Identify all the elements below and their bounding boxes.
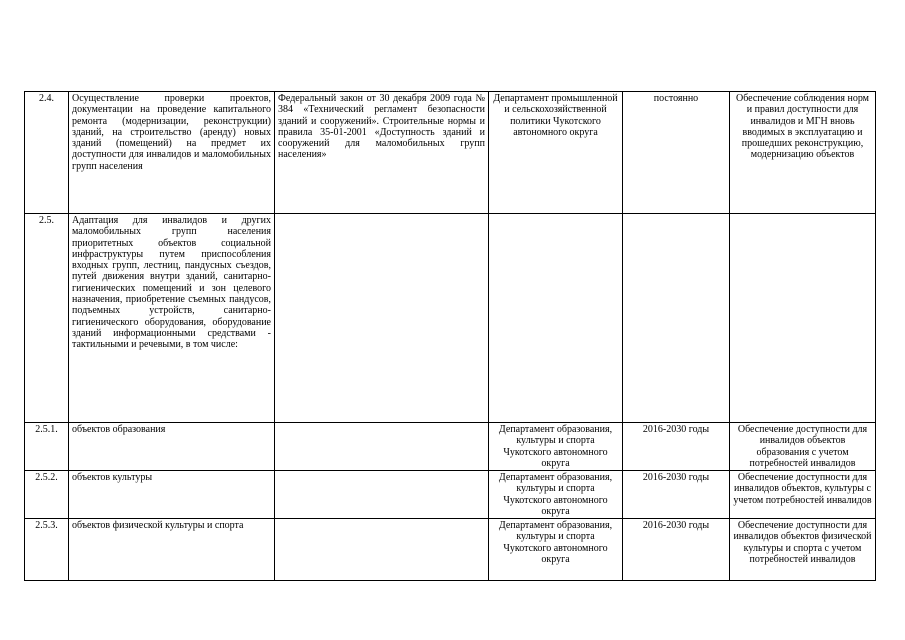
- execution-term: 2016-2030 годы: [623, 519, 730, 581]
- responsible-department: Департамент промышленной и сельскохозяйственной политики Чукотского автономного округа: [489, 92, 623, 214]
- execution-term: 2016-2030 годы: [623, 471, 730, 519]
- row-number: 2.5.1.: [25, 423, 69, 471]
- measure-name: объектов физической культуры и спорта: [69, 519, 275, 581]
- execution-term: 2016-2030 годы: [623, 423, 730, 471]
- expected-result: [730, 214, 876, 423]
- responsible-department: Департамент образования, культуры и спорта Чукотского автономного округа: [489, 471, 623, 519]
- execution-term: [623, 214, 730, 423]
- table-row: [25, 423, 876, 471]
- execution-term: постоянно: [623, 92, 730, 214]
- row-number: 2.5.3.: [25, 519, 69, 581]
- expected-result: Обеспечение доступности для инвалидов объектов, культуры с учетом потребностей инвалидов: [730, 471, 876, 519]
- table-row: [25, 92, 876, 214]
- measure-name: объектов культуры: [69, 471, 275, 519]
- table-row: [25, 214, 876, 423]
- legal-basis: Федеральный закон от 30 декабря 2009 года № 384 «Технический регламент безопасности зданий и сооружений». Строительные нормы и правила 35-01-2001 «Доступность зданий и сооружений для маломобильных групп населения»: [275, 92, 489, 214]
- measures-table: [24, 91, 876, 581]
- table-row: [25, 519, 876, 581]
- responsible-department: Департамент образования, культуры и спорта Чукотского автономного округа: [489, 423, 623, 471]
- responsible-department: Департамент образования, культуры и спорта Чукотского автономного округа: [489, 519, 623, 581]
- table-row: [25, 471, 876, 519]
- row-number: 2.5.: [25, 214, 69, 423]
- responsible-department: [489, 214, 623, 423]
- expected-result: Обеспечение соблюдения норм и правил доступности для инвалидов и МГН вновь вводимых в эксплуатацию и прошедших реконструкцию, модернизацию объектов: [730, 92, 876, 214]
- measure-name: Адаптация для инвалидов и других маломобильных групп населения приоритетных объектов социальной инфраструктуры путем приспособления входных групп, лестниц, пандусных съездов, путей движения внутри зданий, санитарно-гигиенических помещений и зон целевого назначения, приобретение съемных пандусов, подъемных устройств, санитарно-гигиенического оборудования, оборудование зданий информационными средствами - тактильными и речевыми, в том числе:: [69, 214, 275, 423]
- expected-result: Обеспечение доступности для инвалидов объектов физической культуры и спорта с учетом потребностей инвалидов: [730, 519, 876, 581]
- legal-basis: [275, 519, 489, 581]
- expected-result: Обеспечение доступности для инвалидов объектов образования с учетом потребностей инвалидов: [730, 423, 876, 471]
- legal-basis: [275, 471, 489, 519]
- row-number: 2.4.: [25, 92, 69, 214]
- row-number: 2.5.2.: [25, 471, 69, 519]
- measure-name: Осуществление проверки проектов, документации на проведение капитального ремонта (модернизации, реконструкции) зданий, на строительство (аренду) новых зданий (помещений) на предмет их доступности для инвалидов и маломобильных групп населения: [69, 92, 275, 214]
- legal-basis: [275, 423, 489, 471]
- measure-name: объектов образования: [69, 423, 275, 471]
- legal-basis: [275, 214, 489, 423]
